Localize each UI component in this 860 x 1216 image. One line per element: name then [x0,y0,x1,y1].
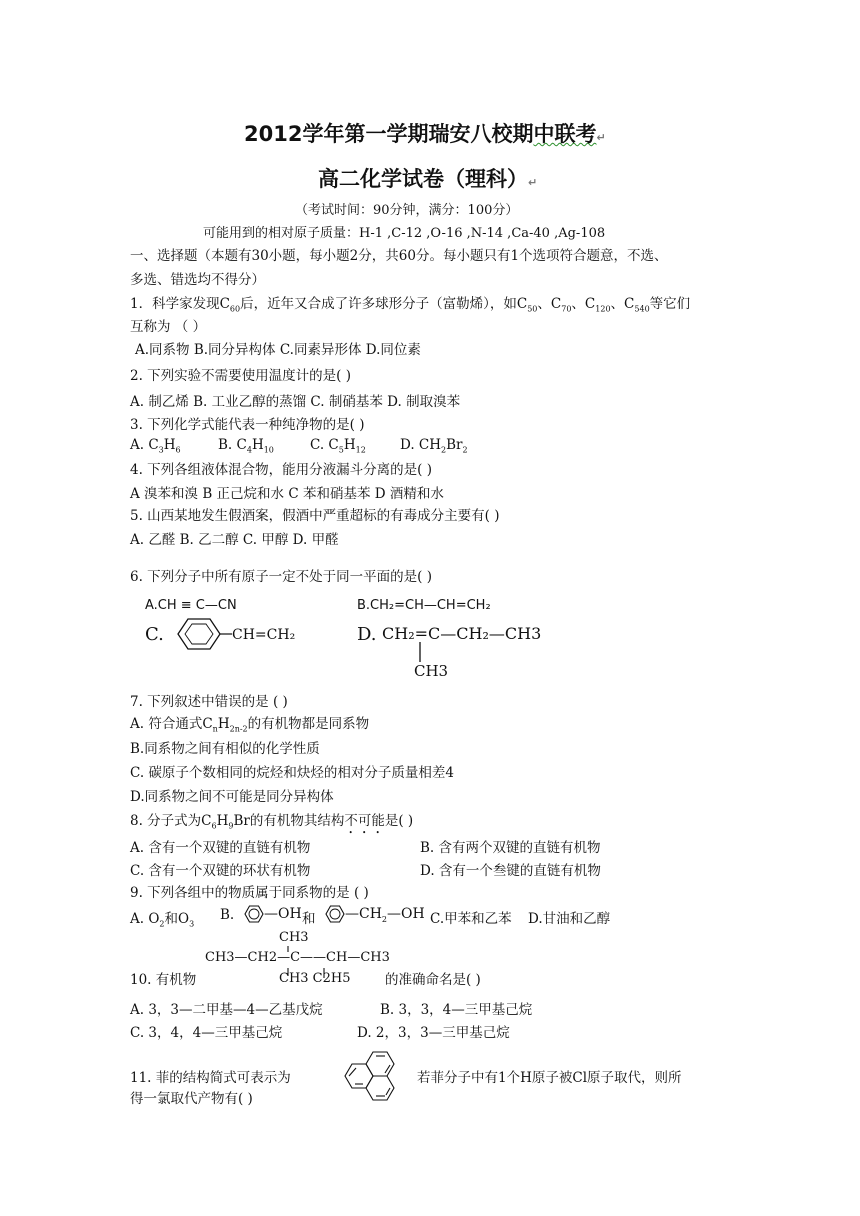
q6-option-d-label: D. [357,624,377,645]
q1-prefix: 1．科学家发现C [130,296,230,312]
exam-title-part2: 中联考 [533,122,597,146]
q6-option-b: B.CH₂=CH—CH=CH₂ [357,598,491,613]
q4-stem: 4. 下列各组液体混合物，能用分液漏斗分离的是( ) [130,462,432,478]
exam-subtitle [318,163,537,193]
q1-sub: 50 [527,304,538,314]
q1-mid: 后，近年又合成了许多球形分子（富勒烯），如C [240,296,528,312]
q9-stem: 9. 下列各组中的物质属于同系物的是 ( ) [130,885,369,901]
q3-option-d: D. $CH_2Br_2$ [400,437,468,455]
section-heading-line1: 一、选择题（本题有30小题，每小题2分，共60分。每小题只有1个选项符合题意，不选、 [130,248,668,264]
q7-option-a: A. 符合通式$C_nH_{2n-2}$的有机物都是同系物 [130,716,370,734]
q1-sep: 、C [610,296,635,312]
exam-subtitle-text: 高二化学试卷（理科） [318,167,528,191]
q9-b-oh: —OH [264,906,302,922]
q7-option-b: B.同系物之间有相似的化学性质 [130,741,320,757]
q9-option-c: C.甲苯和乙苯 [430,911,512,927]
q5-stem: 5. 山西某地发生假酒案，假酒中严重超标的有毒成分主要有( ) [130,508,500,524]
q3-option-b: B. $C_4H_{10}$ [218,437,274,455]
q6-option-a: A.CH ≡ C—CN [145,598,237,613]
q9-option-a: A. $O_2$和$O_3$ [130,911,195,929]
q3-stem: 3. 下列化学式能代表一种纯净物的是( ) [130,417,365,433]
exam-title-part1: 2012学年第一学期瑞安八校期 [244,122,534,146]
q10-option-c: C. 3，4，4—三甲基己烷 [130,1025,283,1041]
q9-b-ch2oh: $—CH_2—OH$ [345,906,425,924]
phenanthrene-structure [328,1048,410,1110]
q10-stem-prefix: 10. 有机物 [130,972,197,988]
q9-option-b-label: B. [220,907,235,923]
q8-option-d: D. 含有一个叁键的直链有机物 [420,863,601,879]
q10-struct-bottom: CH3 C2H5 [279,971,351,986]
q6-stem: 6. 下列分子中所有原子一定不处于同一平面的是( ) [130,569,432,585]
q7-option-d: D.同系物之间不可能是同分异构体 [130,789,334,805]
q1-stem [130,292,690,314]
section-heading-line2: 多选、错选均不得分） [130,272,265,288]
q3-option-a: A. $C_3H_6$ [130,437,181,455]
q8-emphasis: 不可能 [344,813,385,829]
q6-option-d-branch: CH3 [414,662,449,680]
q8-option-b: B. 含有两个双键的直链有机物 [420,840,601,856]
q2-stem: 2. 下列实验不需要使用温度计的是( ) [130,368,351,384]
q11-stem-line2: 得一氯取代产物有( ) [130,1091,253,1107]
q11-stem-prefix: 11. 菲的结构简式可表示为 [130,1070,291,1086]
q5-options: A. 乙醛 B. 乙二醇 C. 甲醇 D. 甲醛 [130,532,339,548]
q8-option-a: A. 含有一个双键的直链有机物 [130,840,311,856]
q6-option-c-label: C. [145,624,164,645]
q2-options: A. 制乙烯 B. 工业乙醇的蒸馏 C. 制硝基苯 D. 制取溴苯 [130,394,461,410]
q7-stem: 7. 下列叙述中错误的是 ( ) [130,694,288,710]
paragraph-mark: ↵ [528,176,538,189]
q9-option-d: D.甘油和乙醇 [528,911,611,927]
q1-stem-line2: 互称为 （ ） [130,319,207,335]
q1-suffix: 等它们 [649,296,691,312]
q11-stem-suffix: 若菲分子中有1个H原子被Cl原子取代，则所 [417,1070,682,1086]
q8-option-c: C. 含有一个双键的环状有机物 [130,863,311,879]
q8-stem: 8. 分子式为$C_6H_9Br$的有机物其结构不可能是( ) [130,813,414,831]
q6-option-d-chain: CH₂=C—CH₂—CH3 [382,624,542,643]
phenol-ring-icon [243,903,265,925]
q10-option-d: D. 2，3，3—三甲基己烷 [357,1025,510,1041]
q6-option-c-group: CH=CH₂ [232,627,296,643]
exam-title [244,118,606,148]
q10-option-b: B. 3，3，4—三甲基己烷 [380,1002,533,1018]
q10-stem-suffix: 的准确命名是( ) [385,972,481,988]
q10-struct-top: CH3 [279,930,309,945]
exam-time-info: （考试时间：90分钟，满分：100分） [295,203,519,218]
q9-b-and: 和 [302,911,316,927]
q3-option-c: C. $C_5H_{12}$ [310,437,366,455]
atomic-masses: 可能用到的相对原子质量：H-1 ,C-12 ,O-16 ,N-14 ,Ca-40 ,Ag-108 [203,226,606,241]
q10-struct-main: CH3—CH2—C——CH—CH3 [205,950,390,965]
q1-sep: 、C [571,296,596,312]
q1-sub: 70 [561,304,572,314]
q1-sub: 120 [595,304,611,314]
q1-sub: 60 [229,304,241,314]
q1-options: A.同系物 B.同分异构体 C.同素异形体 D.同位素 [135,342,421,358]
q4-options: A 溴苯和溴 B 正己烷和水 C 苯和硝基苯 D 酒精和水 [130,486,444,502]
q1-sub: 540 [634,304,650,314]
q1-sep: 、C [537,296,562,312]
benzyl-ring-icon [324,903,346,925]
paragraph-mark: ↵ [596,131,606,144]
q10-option-a: A. 3，3—二甲基—4—乙基戊烷 [130,1002,323,1018]
q7-option-c: C. 碳原子个数相同的烷烃和炔烃的相对分子质量相差4 [130,765,455,781]
branch-bond [415,642,425,664]
